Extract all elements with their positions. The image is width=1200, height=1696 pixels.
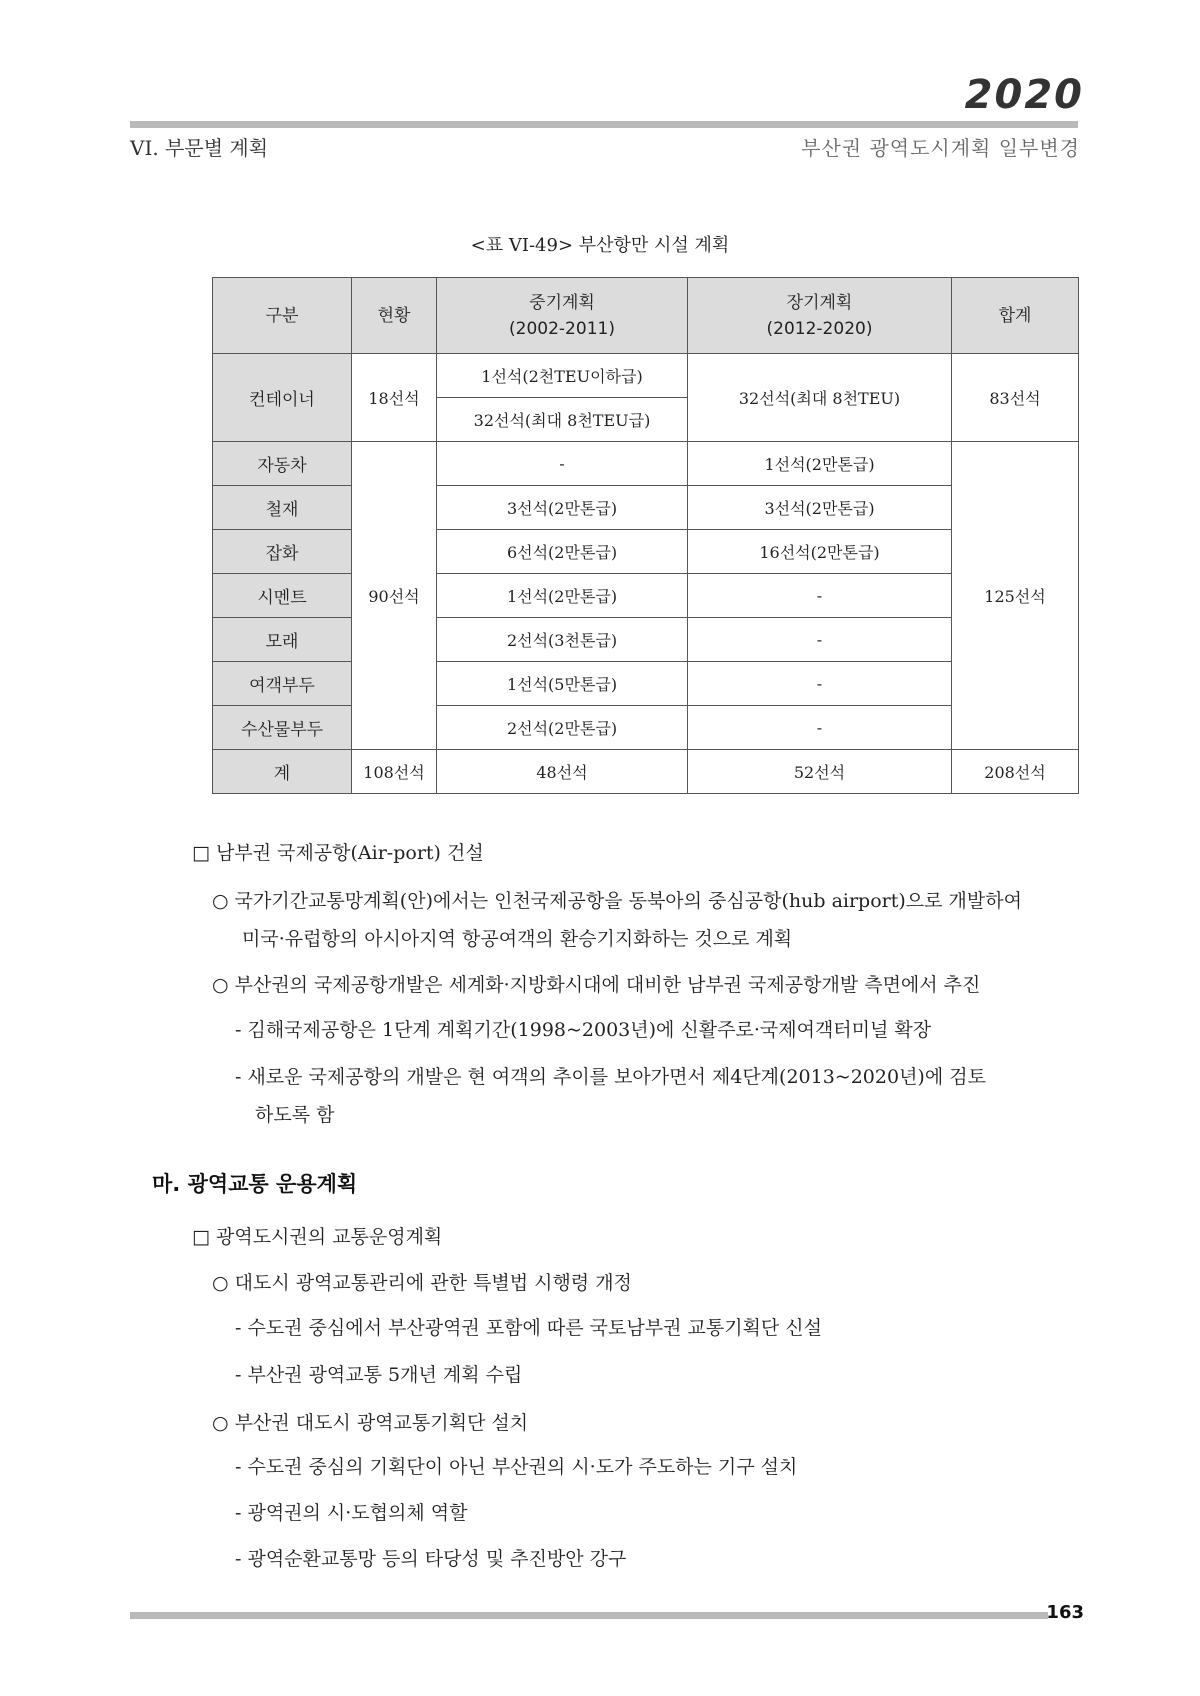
sum-label: 계	[213, 750, 352, 794]
section-title: 마. 광역교통 운용계획	[152, 1172, 358, 1196]
page-number: 163	[1046, 1602, 1084, 1623]
long-value: 1선석(2만톤급)	[688, 442, 952, 486]
shared-total: 125선석	[952, 442, 1079, 750]
row-label: 시멘트	[213, 574, 352, 618]
table-caption: <표 VI-49> 부산항만 시설 계획	[470, 235, 730, 256]
container-current: 18선석	[352, 354, 437, 442]
long-value: -	[688, 706, 952, 750]
table-row	[213, 442, 1079, 486]
header-mid-term	[437, 278, 688, 354]
long-value: -	[688, 662, 952, 706]
container-total: 83선석	[952, 354, 1079, 442]
sum-long: 52선석	[688, 750, 952, 794]
airport-detail-1: - 김해국제공항은 1단계 계획기간(1998~2003년)에 신활주로·국제여객터미널 확장	[235, 1019, 932, 1041]
row-label: 잡화	[213, 530, 352, 574]
header-total: 합계	[952, 278, 1079, 354]
transport-detail-1-2: - 부산권 광역교통 5개년 계획 수립	[235, 1364, 523, 1386]
header-category: 구분	[213, 278, 352, 354]
long-value: -	[688, 574, 952, 618]
long-term-title: 장기계획	[786, 292, 853, 313]
header-rule	[130, 121, 1078, 128]
long-value: -	[688, 618, 952, 662]
transport-detail-2-2: - 광역권의 시·도협의체 역할	[235, 1502, 468, 1524]
mid-value: 1선석(5만톤급)	[437, 662, 688, 706]
transport-detail-1-1: - 수도권 중심에서 부산광역권 포함에 따른 국토남부권 교통기획단 신설	[235, 1317, 823, 1339]
port-facility-table	[212, 277, 1079, 794]
mid-value: 2선석(2만톤급)	[437, 706, 688, 750]
airport-bullet-1-line-2: 미국·유럽항의 아시아지역 항공여객의 환승기지화하는 것으로 계획	[242, 928, 793, 950]
table-row	[213, 706, 1079, 750]
header-long-term	[688, 278, 952, 354]
long-term-period: (2012-2020)	[766, 318, 873, 339]
long-value: 3선석(2만톤급)	[688, 486, 952, 530]
row-label: 자동차	[213, 442, 352, 486]
mid-term-title: 중기계획	[529, 292, 595, 313]
footer-rule	[130, 1612, 1048, 1619]
sum-current: 108선석	[352, 750, 437, 794]
long-value: 16선석(2만톤급)	[688, 530, 952, 574]
document-title: 부산권 광역도시계획 일부변경	[801, 136, 1080, 160]
chapter-title: VI. 부문별 계획	[130, 136, 269, 160]
table-row	[213, 574, 1079, 618]
mid-value: 1선석(2만톤급)	[437, 574, 688, 618]
header-current: 현황	[352, 278, 437, 354]
table-row	[213, 486, 1079, 530]
table-row	[213, 354, 1079, 398]
transport-detail-2-1: - 수도권 중심의 기획단이 아닌 부산권의 시·도가 주도하는 기구 설치	[235, 1456, 798, 1478]
transport-bullet-1: ○ 대도시 광역교통관리에 관한 특별법 시행령 개정	[212, 1272, 632, 1294]
table-header-row	[213, 278, 1079, 354]
shared-current: 90선석	[352, 442, 437, 750]
year-label: 2020	[964, 72, 1084, 118]
airport-detail-2-line-1: - 새로운 국제공항의 개발은 현 여객의 추이를 보아가면서 제4단계(2013~2020년)에 검토	[235, 1066, 986, 1088]
row-label: 철재	[213, 486, 352, 530]
mid-value: 6선석(2만톤급)	[437, 530, 688, 574]
sum-total: 208선석	[952, 750, 1079, 794]
mid-value: 2선석(3천톤급)	[437, 618, 688, 662]
container-mid-2: 32선석(최대 8천TEU급)	[437, 398, 688, 442]
container-mid-1: 1선석(2천TEU이하급)	[437, 354, 688, 398]
airport-bullet-2: ○ 부산권의 국제공항개발은 세계화·지방화시대에 대비한 남부권 국제공항개발 측면에서 추진	[212, 974, 981, 996]
row-label: 수산물부두	[213, 706, 352, 750]
transport-heading: □ 광역도시권의 교통운영계획	[192, 1226, 443, 1248]
sum-mid: 48선석	[437, 750, 688, 794]
table-row	[213, 618, 1079, 662]
transport-bullet-2: ○ 부산권 대도시 광역교통기획단 설치	[212, 1412, 529, 1434]
table-sum-row	[213, 750, 1079, 794]
table-row	[213, 662, 1079, 706]
row-label: 모래	[213, 618, 352, 662]
mid-value: -	[437, 442, 688, 486]
container-long: 32선석(최대 8천TEU)	[688, 354, 952, 442]
row-label: 여객부두	[213, 662, 352, 706]
mid-term-period: (2002-2011)	[509, 318, 615, 339]
airport-detail-2-line-2: 하도록 함	[255, 1104, 335, 1126]
table-row	[213, 530, 1079, 574]
mid-value: 3선석(2만톤급)	[437, 486, 688, 530]
airport-heading: □ 남부권 국제공항(Air-port) 건설	[192, 842, 484, 864]
transport-detail-2-3: - 광역순환교통망 등의 타당성 및 추진방안 강구	[235, 1548, 627, 1570]
airport-bullet-1-line-1: ○ 국가기간교통망계획(안)에서는 인천국제공항을 동북아의 중심공항(hub airport)으로 개발하여	[212, 890, 1022, 912]
row-label-container: 컨테이너	[213, 354, 352, 442]
